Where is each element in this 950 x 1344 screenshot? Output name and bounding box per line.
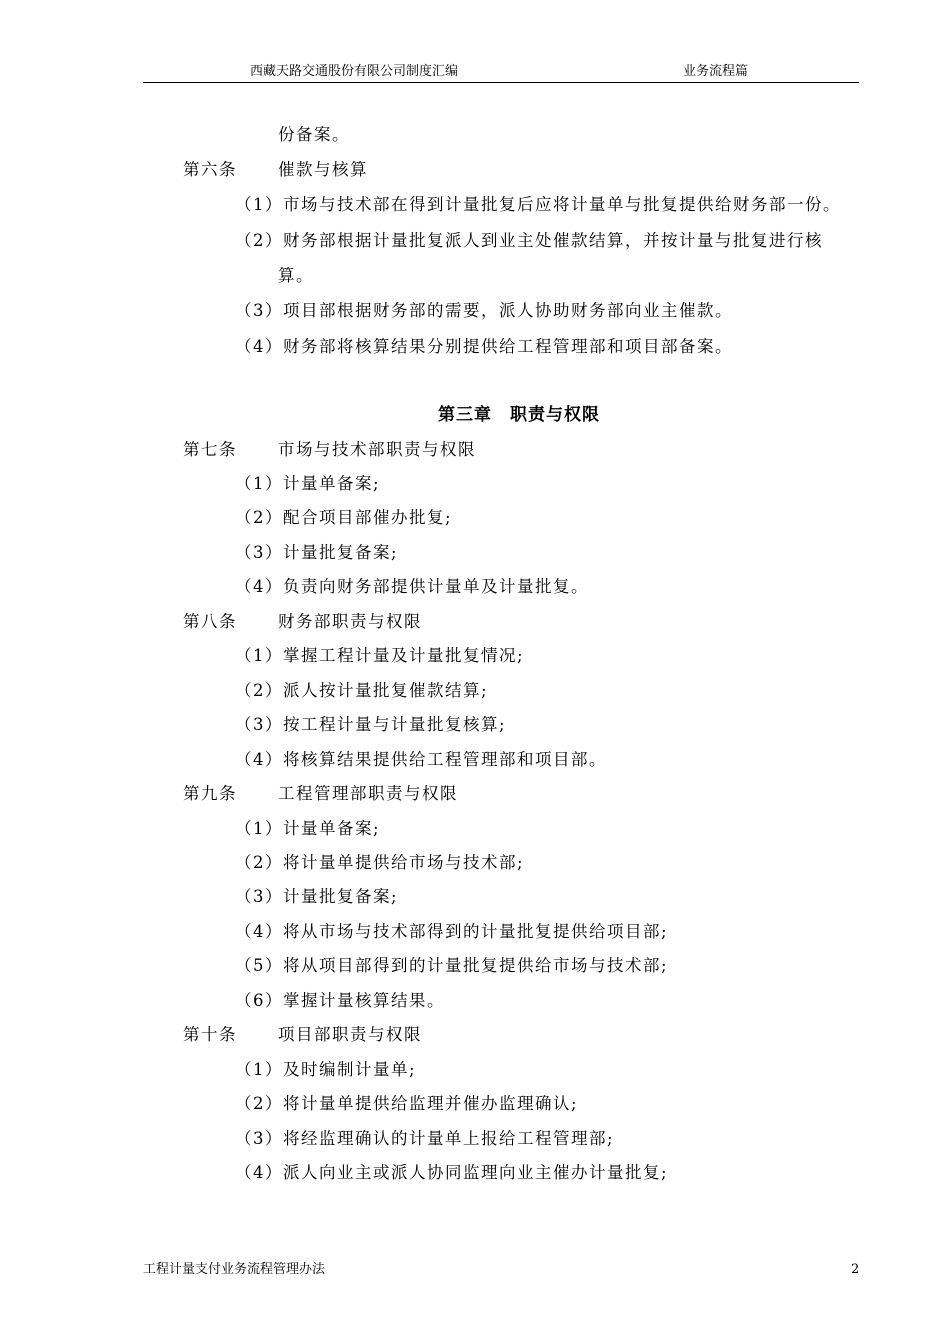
article-7-item-1: （1）计量单备案; [235,474,381,493]
article-7-item-2: （2）配合项目部催办批复; [235,508,453,527]
header-company-title: 西藏天路交通股份有限公司制度汇编 [250,64,459,79]
footer-document-title: 工程计量支付业务流程管理办法 [143,1262,326,1277]
article-7-number: 第七条 [183,440,237,459]
article-8-item-4: （4）将核算结果提供给工程管理部和项目部。 [235,750,607,769]
article-9-number: 第九条 [183,784,237,803]
article-6-title: 催款与核算 [278,160,368,179]
article-10-item-1: （1）及时编制计量单; [235,1060,417,1079]
article-9-item-6: （6）掌握计量核算结果。 [235,991,445,1010]
article-7-title: 市场与技术部职责与权限 [278,440,476,459]
article-9-item-1: （1）计量单备案; [235,819,381,838]
article-7-item-3: （3）计量批复备案; [235,543,399,562]
header-divider [143,82,859,83]
article-7-item-4: （4）负责向财务部提供计量单及计量批复。 [235,577,589,596]
chapter-3-heading: 第三章 职责与权限 [438,405,600,425]
article-6-item-3: （3）项目部根据财务部的需要，派人协助财务部向业主催款。 [235,301,733,320]
article-10-item-2: （2）将计量单提供给监理并催办监理确认; [235,1094,579,1113]
article-10-item-3: （3）将经监理确认的计量单上报给工程管理部; [235,1129,615,1148]
article-9-item-4: （4）将从市场与技术部得到的计量批复提供给项目部; [235,922,669,941]
article-8-item-3: （3）按工程计量与计量批复核算; [235,715,507,734]
article-9-item-5: （5）将从项目部得到的计量批复提供给市场与技术部; [235,956,669,975]
article-6-item-1: （1）市场与技术部在得到计量批复后应将计量单与批复提供给财务部一份。 [235,195,841,214]
header-section-title: 业务流程篇 [683,64,749,79]
article-6-item-2-continuation: 算。 [278,266,314,285]
article-6-item-4: （4）财务部将核算结果分别提供给工程管理部和项目部备案。 [235,337,733,356]
article-9-item-2: （2）将计量单提供给市场与技术部; [235,853,525,872]
continuation-line: 份备案。 [278,125,350,144]
article-8-number: 第八条 [183,612,237,631]
article-8-item-1: （1）掌握工程计量及计量批复情况; [235,646,525,665]
article-10-title: 项目部职责与权限 [278,1025,422,1044]
article-10-item-4: （4）派人向业主或派人协同监理向业主催办计量批复; [235,1163,669,1182]
article-8-item-2: （2）派人按计量批复催款结算; [235,681,489,700]
article-6-item-2: （2）财务部根据计量批复派人到业主处催款结算，并按计量与批复进行核 [235,231,823,250]
article-9-item-3: （3）计量批复备案; [235,887,399,906]
page-number: 2 [851,1262,860,1277]
article-9-title: 工程管理部职责与权限 [278,784,458,803]
article-10-number: 第十条 [183,1025,237,1044]
article-8-title: 财务部职责与权限 [278,612,422,631]
article-6-number: 第六条 [183,160,237,179]
